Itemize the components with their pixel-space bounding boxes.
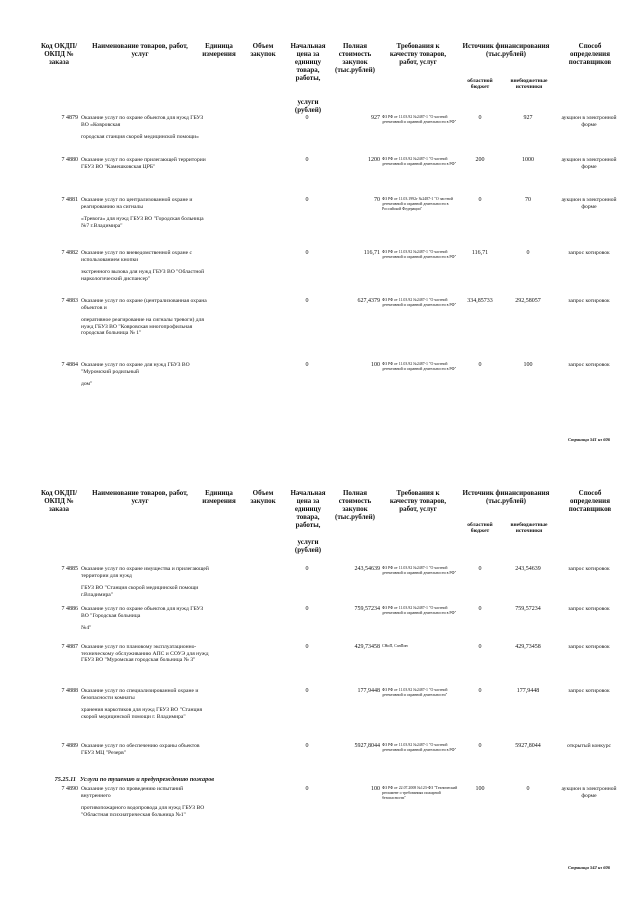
row-method: аукцион в электронной форме	[561, 786, 617, 799]
row-requirements: ФЗ РФ от 11.03.1992г №2487-1 "О частной детективной и охранной деятельности в Российской Федерации"	[382, 197, 453, 211]
row-code: 7 4886	[61, 606, 78, 612]
row-price: 0	[305, 115, 309, 121]
row-name	[81, 606, 211, 632]
row-name-line: №4"	[81, 625, 92, 631]
header-volume: Объем закупок	[250, 42, 276, 58]
row-name-line: Оказание услуг по охране объектов для нужд ГБУЗ ВО "Городская больница	[81, 606, 204, 619]
header-regional: областной бюджет	[467, 78, 493, 90]
row-code: 7 4890	[61, 786, 78, 792]
page-number: Страница 541 из 606	[568, 437, 610, 442]
row-requirements: ФЗ РФ от 11.03.92 №2487-1 "О частной детективной и охранной деятельности"	[382, 688, 448, 697]
row-method: запрос котировок	[568, 298, 610, 304]
row-name-line: Оказание услуг по специализированной охране и безопасности комнаты	[81, 688, 199, 701]
section-heading	[46, 776, 214, 783]
header-code: Код ОКДП/ ОКПД № заказа	[40, 489, 78, 513]
row-requirements: ФЗ РФ от 11.03.92 №2487-1 "О частной детективной и охранной деятельности в РФ"	[382, 362, 457, 371]
row-total: 100	[371, 362, 380, 368]
header-price: Начальная цена за единицу товара, работы,	[290, 489, 326, 529]
row-total: 627,4379	[357, 298, 380, 304]
row-price: 0	[305, 157, 309, 163]
row-extrabudget: 292,58057	[515, 298, 541, 304]
row-name-line: Оказание услуг по проведению испытаний внутреннего	[81, 786, 184, 799]
row-method: запрос котировок	[568, 606, 610, 612]
row-regional: 116,71	[471, 250, 489, 256]
row-code: 7 4884	[61, 362, 78, 368]
header-requirements: Требования к качеству товаров, работ, услуг	[389, 489, 447, 513]
row-price: 0	[305, 786, 309, 792]
header-total: Полная стоимость закупок (тыс.рублей)	[334, 42, 376, 74]
row-total: 70	[374, 197, 380, 203]
row-extrabudget: 429,73458	[515, 644, 541, 650]
row-price: 0	[305, 606, 309, 612]
row-regional: 0	[478, 362, 482, 368]
row-price: 0	[305, 197, 309, 203]
row-name	[81, 362, 211, 388]
row-total: 100	[371, 786, 380, 792]
row-price: 0	[305, 362, 309, 368]
row-name-line: «Тревога» для нужд ГБУЗ ВО "Городская больница №7 г.Владимира"	[81, 216, 204, 229]
row-method: запрос котировок	[568, 566, 610, 572]
header-volume: Объем закупок	[250, 489, 276, 505]
row-price: 0	[305, 566, 309, 572]
row-total: 429,73458	[354, 644, 380, 650]
row-code: 7 4885	[61, 566, 78, 572]
row-method: запрос котировок	[568, 250, 610, 256]
header-code: Код ОКДП/ ОКПД № заказа	[40, 42, 78, 66]
header-total: Полная стоимость закупок (тыс.рублей)	[334, 489, 376, 521]
row-extrabudget: 100	[523, 362, 533, 368]
row-name	[81, 115, 211, 141]
row-name-line: Оказание услуг по охране объектов для нужд ГБУЗ ВО «Ковровская	[81, 115, 204, 128]
row-requirements: ФЗ РФ от 11.03.92 №2487-1 "О частной детективной и охранной деятельности в РФ"	[382, 157, 457, 166]
section-title: Услуги по тушению и предупреждению пожаров	[80, 776, 215, 783]
row-price: 0	[305, 250, 309, 256]
header-extrabudget: внебюджетные источники	[510, 78, 548, 90]
row-name-line: Оказание услуг по плановому эксплуатационно-техническому обслуживанию АПС и СОУЭ для нужд ГБУЗ ВО "Муромская городская больница № 3"	[81, 644, 209, 663]
row-code: 7 4879	[61, 115, 78, 121]
row-method: запрос котировок	[568, 362, 610, 368]
row-name-line: Оказание услуг по охране (централизованная охрана объектов и	[81, 298, 207, 311]
row-name	[81, 688, 211, 720]
row-name	[81, 786, 211, 818]
row-regional: 0	[478, 743, 482, 749]
row-extrabudget: 0	[526, 250, 530, 256]
header-name: Наименование товаров, работ, услуг	[92, 489, 188, 505]
row-name-line: Оказание услуг по централизованной охране и реагированию на сигналы	[81, 197, 193, 210]
row-name-line: городская станция скорой медицинской помощи»	[81, 134, 199, 140]
header-unit: Единица измерения	[202, 489, 236, 505]
row-requirements: ФЗ РФ от 11.03.92 №2487-1 "О частной детективной и охранной деятельности в РФ"	[382, 298, 457, 307]
header-source: Источник финансирования (тыс.рублей)	[462, 42, 550, 58]
row-name-line: Оказание услуг по обеспечению охраны объектов ГБУЗ МЦ "Резерв"	[81, 743, 200, 756]
page-number: Страница 542 из 606	[568, 865, 610, 870]
row-total: 5927,8044	[354, 743, 380, 749]
row-name-line: Оказание услуг по охране для нужд ГБУЗ ВО "Муромский родильный	[81, 362, 190, 375]
header-unit: Единица измерения	[202, 42, 236, 58]
row-name	[81, 157, 211, 170]
header-price-services: услуги (рублей)	[294, 98, 322, 114]
row-extrabudget: 177,9448	[516, 688, 540, 694]
row-name-line: Оказание услуг по охране прилегающей территории ГБУЗ ВО "Камешковская ЦРБ"	[81, 157, 206, 170]
row-extrabudget: 1000	[522, 157, 534, 163]
row-name-line: Оказание услуг по вневедомственной охране с использованием кнопки	[81, 250, 192, 263]
row-method: аукцион в электронной форме	[561, 115, 617, 128]
row-extrabudget: 927	[523, 115, 533, 121]
row-code: 7 4888	[61, 688, 78, 694]
row-requirements: ФЗ РФ от 11.03.92 №2487-1 "О частной детективной и охранной деятельности в РФ"	[382, 743, 457, 752]
row-requirements: ФЗ РФ от 11.03.92 №2487-1 "О частной детективной и охранной деятельности в РФ"	[382, 115, 457, 124]
row-total: 177,9448	[357, 688, 380, 694]
row-extrabudget: 0	[526, 786, 530, 792]
header-price: Начальная цена за единицу товара, работы,	[290, 42, 326, 82]
row-total: 759,57234	[354, 606, 380, 612]
row-requirements: ФЗ РФ от 11.03.92 №2487-1 "О частной детективной и охранной деятельности в РФ"	[382, 566, 457, 575]
row-code: 7 4880	[61, 157, 78, 163]
row-name-line: экстренного вызова для нужд ГБУЗ ВО "Областной наркологический диспансер"	[81, 269, 205, 282]
row-regional: 0	[478, 606, 482, 612]
row-name-line: хранения наркотиков для нужд ГБУЗ ВО "Станция скорой медицинской помощи г. Владимира"	[81, 707, 203, 720]
row-code: 7 4881	[61, 197, 78, 203]
row-regional: 0	[478, 688, 482, 694]
row-code: 7 4887	[61, 644, 78, 650]
header-regional: областной бюджет	[467, 522, 493, 534]
row-total: 116,71	[363, 250, 380, 256]
row-price: 0	[305, 644, 309, 650]
row-code: 7 4882	[61, 250, 78, 256]
row-regional: 0	[478, 115, 482, 121]
header-name: Наименование товаров, работ, услуг	[92, 42, 188, 58]
row-name	[81, 743, 211, 756]
page-541	[0, 0, 640, 452]
row-regional: 0	[478, 566, 482, 572]
row-name	[81, 298, 211, 337]
row-name-line: дом"	[81, 381, 93, 387]
header-extrabudget: внебюджетные источники	[510, 522, 548, 534]
row-name-line: Оказание услуг по охране имущества и прилегающей территории для нужд	[81, 566, 209, 579]
row-requirements: СНиП, СанПин	[382, 644, 408, 648]
row-method: запрос котировок	[568, 688, 610, 694]
section-code: 75.25.11	[54, 776, 76, 783]
row-regional: 100	[475, 786, 485, 792]
row-method: запрос котировок	[568, 644, 610, 650]
page-542	[0, 452, 640, 905]
header-price-services: услуги (рублей)	[294, 538, 322, 554]
row-code: 7 4889	[61, 743, 78, 749]
row-extrabudget: 5927,8044	[515, 743, 541, 749]
row-total: 243,54639	[354, 566, 380, 572]
row-total: 1200	[368, 157, 380, 163]
row-name-line: оперативное реагирование на сигналы тревоги) для нужд ГБУЗ ВО "Ковровская многопрофильная городская больница № 1"	[81, 317, 204, 336]
row-extrabudget: 759,57234	[515, 606, 541, 612]
row-method: аукцион в электронной форме	[561, 157, 617, 170]
header-source: Источник финансирования (тыс.рублей)	[462, 489, 550, 505]
row-requirements: ФЗ РФ от 22.07.2008 №123-ФЗ "Технический регламент о требованиях пожарной безопасности"	[382, 786, 458, 800]
row-name-line: противопожарного водопровода для нужд ГБУЗ ВО "Областная психиатрическая больница №1"	[81, 805, 205, 818]
row-regional: 200	[475, 157, 485, 163]
row-price: 0	[305, 743, 309, 749]
row-name	[81, 197, 211, 229]
row-regional: 334,85733	[467, 298, 493, 304]
row-price: 0	[305, 298, 309, 304]
row-total: 927	[371, 115, 380, 121]
row-name	[81, 250, 211, 282]
header-method: Способ определения поставщиков	[568, 489, 612, 513]
row-requirements: ФЗ РФ от 11.03.92 №2487-1 "О частной детективной и охранной деятельности в РФ"	[382, 250, 457, 259]
row-method: открытый конкурс	[567, 743, 611, 749]
row-name	[81, 644, 211, 664]
row-extrabudget: 70	[525, 197, 531, 203]
header-requirements: Требования к качеству товаров, работ, услуг	[389, 42, 447, 66]
row-code: 7 4883	[61, 298, 78, 304]
row-price: 0	[305, 688, 309, 694]
header-method: Способ определения поставщиков	[568, 42, 612, 66]
row-requirements: ФЗ РФ от 11.03.92 №2487-1 "О частной детективной и охранной деятельности в РФ"	[382, 606, 457, 615]
row-extrabudget: 243,54639	[515, 566, 541, 572]
row-method: аукцион в электронной форме	[561, 197, 617, 210]
row-name-line: ГБУЗ ВО "Станция скорой медицинской помощи г.Владимира"	[81, 585, 199, 598]
row-regional: 0	[478, 644, 482, 650]
row-name	[81, 566, 211, 598]
row-regional: 0	[478, 197, 482, 203]
